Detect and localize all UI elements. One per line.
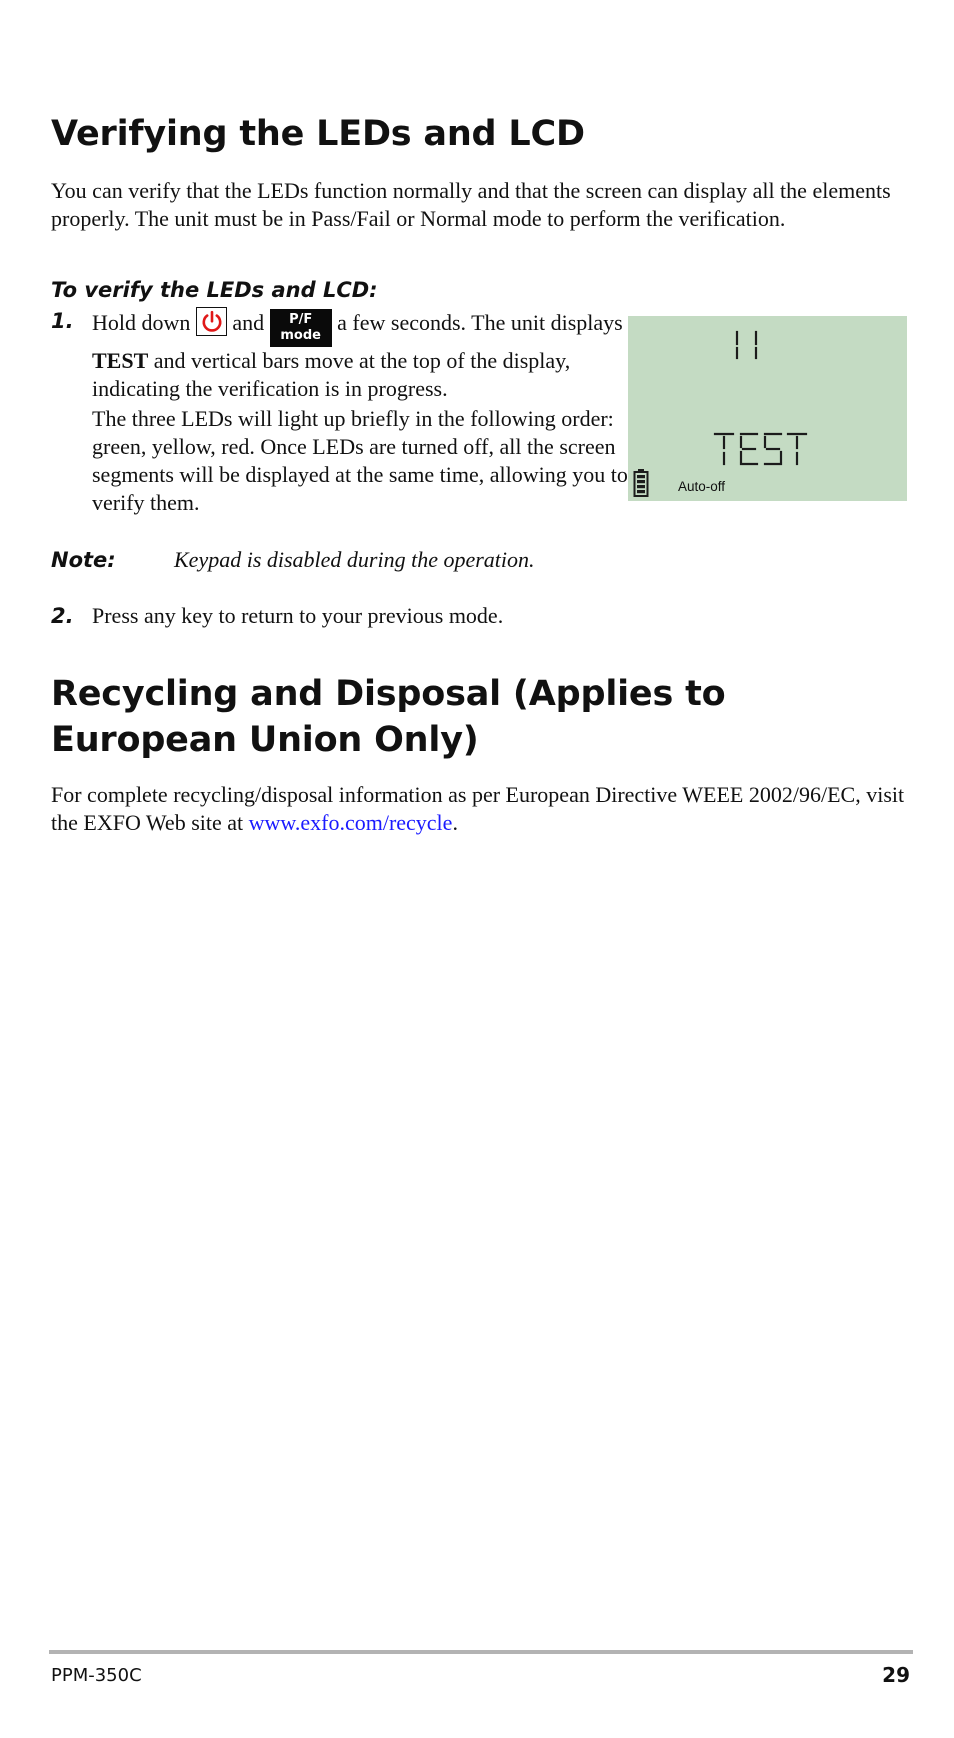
step-1-after: a few seconds. The unit displays [337,310,623,335]
step-1-hold: Hold down [92,310,191,335]
section-title-verifying: Verifying the LEDs and LCD [51,114,585,154]
section-title-recycling: Recycling and Disposal (Applies to European Union Only) [51,674,726,760]
note-text: Keypad is disabled during the operation. [174,547,535,572]
footer-divider [49,1650,913,1654]
recycling-paragraph [51,781,921,837]
lcd-auto-off-label: Auto-off [678,479,726,494]
recycling-text-end: . [452,810,458,835]
step-2-number: 2. [51,604,74,628]
footer-page-number: 29 [882,1663,910,1687]
pf-mode-key [270,309,332,347]
step-1-rest: and vertical bars move at the top of the display, indicating the verification is in progress. [92,348,571,401]
lcd-display-illustration [628,316,907,501]
power-icon [200,310,224,334]
step-1-test-word: TEST [92,348,149,373]
pf-mode-key-line2: mode [280,328,321,343]
step-1-and: and [232,310,265,335]
step-1-number: 1. [51,309,74,333]
recycle-link[interactable]: www.exfo.com/recycle [248,810,453,835]
pf-mode-key-line1: P/F [289,312,313,327]
procedure-title: To verify the LEDs and LCD: [51,278,378,302]
battery-icon [635,469,648,496]
recycling-text: For complete recycling/disposal information as per European Directive WEEE 2002/96/EC, visit the EXFO Web site at [51,782,905,835]
lcd-segments [628,316,907,501]
footer-product-name: PPM-350C [51,1665,142,1686]
note-label: Note: [51,548,116,572]
power-key [196,307,227,336]
step-1-text [92,307,632,403]
intro-paragraph: You can verify that the LEDs function normally and that the screen can display all the elements properly. The unit must be in Pass/Fail or Normal mode to perform the verification. [51,178,891,231]
step-1-paragraph-2: The three LEDs will light up briefly in the following order: green, yellow, red. Once LEDs are turned off, all the screen segments will be displayed at the same time, allowing you to verify them. [92,406,628,515]
step-2-text: Press any key to return to your previous mode. [92,603,504,628]
